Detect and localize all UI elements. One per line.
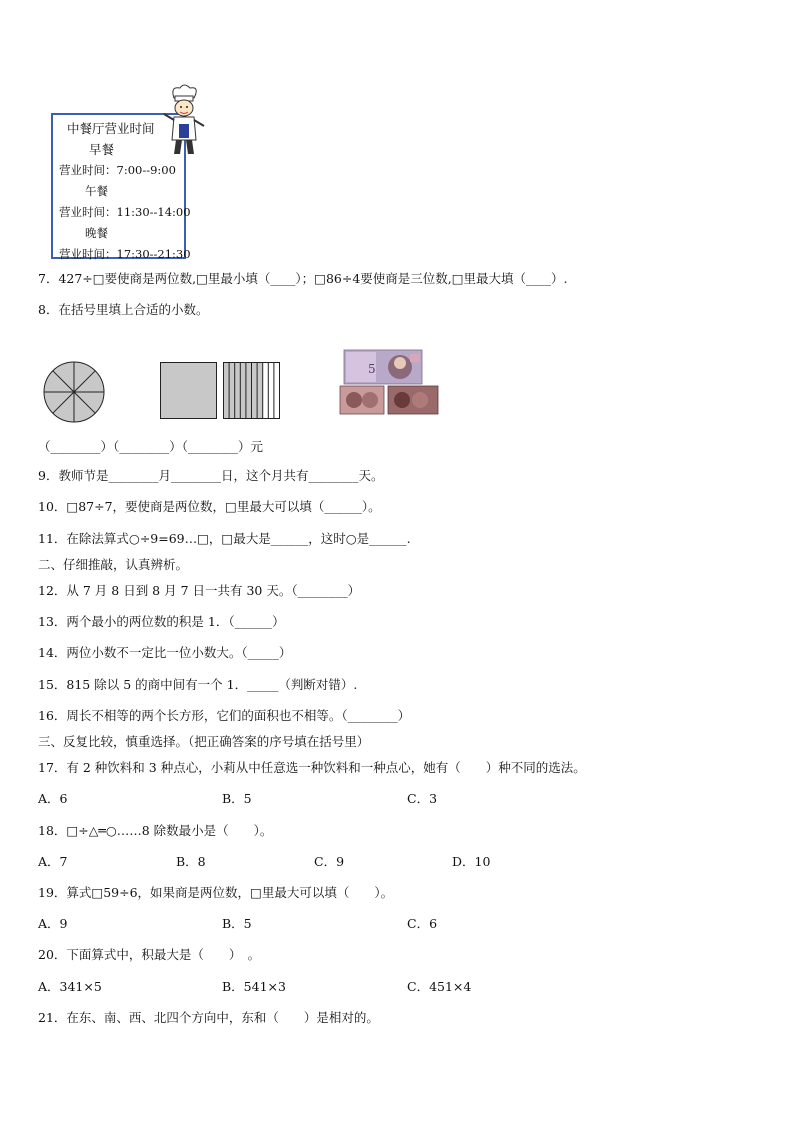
chef-icon — [160, 84, 206, 160]
question-13: 13．两个最小的两位数的积是 1．（______） — [38, 614, 285, 629]
question-18: 18．□÷△═○……8 除数最小是（ ）。 — [38, 823, 273, 838]
banknotes-icon — [338, 348, 440, 416]
svg-text:5: 5 — [368, 362, 376, 376]
striped-square-10-strips — [223, 362, 280, 419]
pie-circle-8-parts — [42, 360, 106, 424]
breakfast-label: 早餐 — [89, 142, 115, 157]
question-16: 16．周长不相等的两个长方形，它们的面积也不相等。（________） — [38, 708, 411, 723]
question-17: 17．有 2 种饮料和 3 种点心，小莉从中任意选一种饮料和一种点心，她有（ ）种不同的选法。 — [38, 760, 586, 775]
question-11: 11．在除法算式○÷9=69…□，□最大是______，这时○是______. — [38, 531, 411, 546]
question-20: 20．下面算式中，积最大是（ ） 。 — [38, 947, 261, 962]
question-9: 9．教师节是________月________日，这个月共有________天。 — [38, 468, 384, 483]
q17-option-a: A．6 — [38, 791, 68, 806]
q18-option-c: C．9 — [314, 854, 345, 869]
question-19: 19．算式□59÷6，如果商是两位数，□里最大可以填（ ）。 — [38, 885, 394, 900]
question-8-answer-blanks: （________）（________）（________）元 — [38, 439, 264, 454]
schedule-title: 中餐厅营业时间 — [67, 121, 155, 136]
q19-option-a: A．9 — [38, 916, 68, 931]
q19-option-c: C．6 — [407, 916, 438, 931]
question-21: 21．在东、南、西、北四个方向中，东和（ ）是相对的。 — [38, 1010, 379, 1025]
section-3-heading: 三、反复比较，慎重选择。（把正确答案的序号填在括号里） — [38, 734, 370, 749]
question-7: 7．427÷□要使商是两位数,□里最小填（____）；□86÷4要使商是三位数,□里最大填（____）. — [38, 271, 568, 286]
lunch-label: 午餐 — [85, 184, 108, 198]
q20-option-b: B．541×3 — [222, 979, 286, 994]
question-10: 10．□87÷7，要使商是两位数，□里最大可以填（______）。 — [38, 499, 381, 514]
question-8: 8．在括号里填上合适的小数。 — [38, 302, 209, 317]
q18-option-d: D．10 — [452, 854, 491, 869]
breakfast-time: 营业时间：7:00--9:00 — [59, 163, 176, 177]
question-15: 15．815 除以 5 的商中间有一个 1．_____（判断对错）. — [38, 677, 358, 692]
dinner-time: 营业时间：17:30--21:30 — [59, 247, 191, 261]
square-shape — [160, 362, 217, 419]
q20-option-a: A．341×5 — [38, 979, 102, 994]
q17-option-b: B．5 — [222, 791, 252, 806]
q19-option-b: B．5 — [222, 916, 252, 931]
q18-option-a: A．7 — [38, 854, 68, 869]
q17-option-c: C．3 — [407, 791, 438, 806]
dinner-label: 晚餐 — [85, 226, 108, 240]
q18-option-b: B．8 — [176, 854, 206, 869]
lunch-time: 营业时间：11:30--14:00 — [59, 205, 191, 219]
section-2-heading: 二、仔细推敲，认真辨析。 — [38, 557, 189, 572]
question-14: 14．两位小数不一定比一位小数大。（_____） — [38, 645, 292, 660]
question-12: 12．从 7 月 8 日到 8 月 7 日一共有 30 天。（________） — [38, 583, 361, 598]
q20-option-c: C．451×4 — [407, 979, 472, 994]
